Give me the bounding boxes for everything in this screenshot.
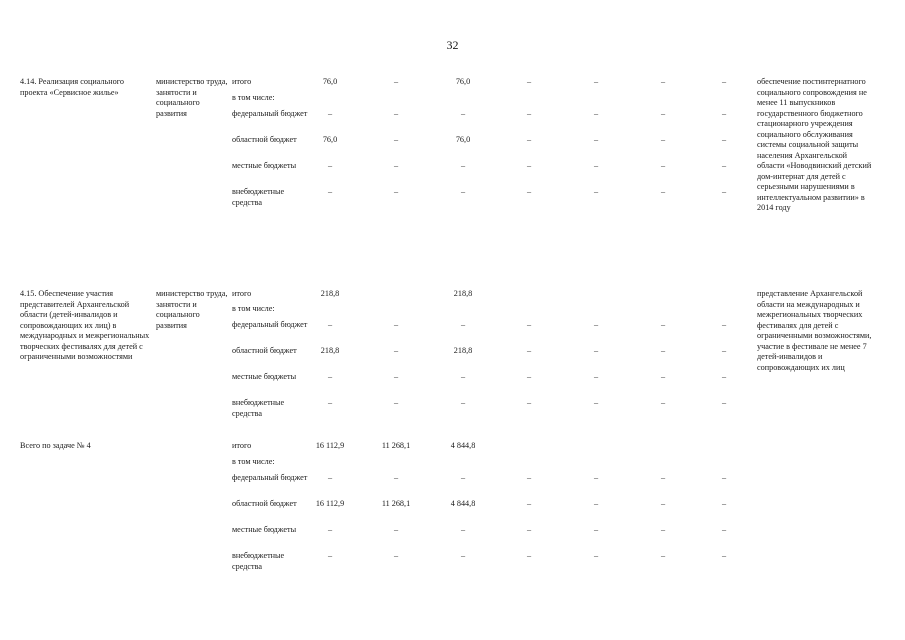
dash: – bbox=[660, 551, 666, 560]
dash: – bbox=[327, 551, 333, 560]
activity-4-15-total-all: 218,8 bbox=[320, 289, 340, 298]
dash: – bbox=[393, 77, 399, 86]
dash: – bbox=[526, 499, 532, 508]
source-incl-label: в том числе: bbox=[232, 93, 275, 102]
dash: – bbox=[526, 320, 532, 329]
dash: – bbox=[393, 398, 399, 407]
dash: – bbox=[393, 320, 399, 329]
activity-4-15-regional-all: 218,8 bbox=[320, 346, 340, 355]
source-incl-label: в том числе: bbox=[232, 304, 275, 313]
dash: – bbox=[460, 372, 466, 381]
dash: – bbox=[526, 135, 532, 144]
dash: – bbox=[460, 109, 466, 118]
task-4-regional-v3: 4 844,8 bbox=[450, 499, 476, 508]
dash: – bbox=[526, 161, 532, 170]
source-extra-label: внебюджетные средства bbox=[232, 551, 285, 571]
dash: – bbox=[393, 187, 399, 196]
source-extra-label: внебюджетные средства bbox=[232, 187, 285, 207]
dash: – bbox=[393, 551, 399, 560]
source-total-label: итого bbox=[232, 289, 252, 298]
dash: – bbox=[721, 320, 727, 329]
dash: – bbox=[460, 525, 466, 534]
dash: – bbox=[526, 77, 532, 86]
dash: – bbox=[593, 135, 599, 144]
dash: – bbox=[721, 187, 727, 196]
source-federal-label: федеральный бюджет bbox=[232, 109, 308, 118]
dash: – bbox=[393, 473, 399, 482]
dash: – bbox=[460, 551, 466, 560]
task-4-total-label: Всего по задаче № 4 bbox=[20, 441, 91, 450]
activity-4-14-total-all: 76,0 bbox=[322, 77, 338, 86]
dash: – bbox=[660, 372, 666, 381]
dash: – bbox=[721, 398, 727, 407]
dash: – bbox=[721, 473, 727, 482]
dash: – bbox=[526, 109, 532, 118]
dash: – bbox=[593, 525, 599, 534]
page-number: 32 bbox=[446, 38, 459, 52]
source-total-label: итого bbox=[232, 77, 252, 86]
dash: – bbox=[593, 109, 599, 118]
dash: – bbox=[526, 398, 532, 407]
dash: – bbox=[721, 499, 727, 508]
dash: – bbox=[526, 473, 532, 482]
dash: – bbox=[660, 320, 666, 329]
dash: – bbox=[660, 135, 666, 144]
dash: – bbox=[327, 320, 333, 329]
source-local-label: местные бюджеты bbox=[232, 161, 297, 170]
dash: – bbox=[721, 161, 727, 170]
dash: – bbox=[393, 109, 399, 118]
dash: – bbox=[593, 161, 599, 170]
activity-4-15-description: 4.15. Обеспечение участия представителей Архангельской области (детей-инвалидов и сопровождающих их лиц) в международных и межрегиональных творческих фестивалях для детей с ограниченными возможностями bbox=[20, 289, 150, 361]
source-federal-label: федеральный бюджет bbox=[232, 473, 308, 482]
activity-4-15-regional-v3: 218,8 bbox=[453, 346, 473, 355]
dash: – bbox=[460, 398, 466, 407]
dash: – bbox=[393, 346, 399, 355]
dash: – bbox=[526, 551, 532, 560]
task-4-regional-v2: 11 268,1 bbox=[381, 499, 411, 508]
activity-4-14-executor: министерство труда, занятости и социального развития bbox=[156, 77, 228, 118]
dash: – bbox=[526, 346, 532, 355]
dash: – bbox=[393, 525, 399, 534]
dash: – bbox=[460, 320, 466, 329]
dash: – bbox=[721, 346, 727, 355]
dash: – bbox=[593, 320, 599, 329]
dash: – bbox=[327, 109, 333, 118]
dash: – bbox=[721, 77, 727, 86]
dash: – bbox=[660, 499, 666, 508]
source-regional-label: областной бюджет bbox=[232, 499, 297, 508]
dash: – bbox=[593, 372, 599, 381]
dash: – bbox=[593, 499, 599, 508]
dash: – bbox=[660, 77, 666, 86]
dash: – bbox=[526, 525, 532, 534]
dash: – bbox=[660, 346, 666, 355]
dash: – bbox=[526, 372, 532, 381]
dash: – bbox=[593, 187, 599, 196]
dash: – bbox=[393, 372, 399, 381]
dash: – bbox=[327, 398, 333, 407]
dash: – bbox=[593, 77, 599, 86]
activity-4-15-total-v3: 218,8 bbox=[453, 289, 473, 298]
activity-4-15-executor: министерство труда, занятости и социального развития bbox=[156, 289, 228, 330]
dash: – bbox=[660, 398, 666, 407]
dash: – bbox=[721, 135, 727, 144]
source-incl-label: в том числе: bbox=[232, 457, 275, 466]
activity-4-14-description: 4.14. Реализация социального проекта «Сервисное жилье» bbox=[20, 77, 124, 97]
dash: – bbox=[593, 346, 599, 355]
dash: – bbox=[721, 551, 727, 560]
source-federal-label: федеральный бюджет bbox=[232, 320, 308, 329]
dash: – bbox=[393, 135, 399, 144]
activity-4-14-regional-all: 76,0 bbox=[322, 135, 338, 144]
dash: – bbox=[393, 161, 399, 170]
dash: – bbox=[721, 525, 727, 534]
activity-4-14-regional-v3: 76,0 bbox=[455, 135, 471, 144]
source-regional-label: областной бюджет bbox=[232, 135, 297, 144]
dash: – bbox=[721, 372, 727, 381]
dash: – bbox=[327, 161, 333, 170]
dash: – bbox=[660, 473, 666, 482]
activity-4-15-result: представление Архангельской области на международных и межрегиональных творческих фестивалях для детей с ограниченными возможностями, участие в фестивале не менее 7 детей-инвалидов и сопровождающих их лиц bbox=[757, 289, 872, 372]
source-local-label: местные бюджеты bbox=[232, 525, 297, 534]
source-regional-label: областной бюджет bbox=[232, 346, 297, 355]
dash: – bbox=[721, 109, 727, 118]
task-4-total-all: 16 112,9 bbox=[315, 441, 345, 450]
source-total-label: итого bbox=[232, 441, 252, 450]
dash: – bbox=[660, 109, 666, 118]
task-4-total-v3: 4 844,8 bbox=[450, 441, 476, 450]
dash: – bbox=[660, 525, 666, 534]
dash: – bbox=[460, 473, 466, 482]
dash: – bbox=[660, 161, 666, 170]
dash: – bbox=[593, 551, 599, 560]
dash: – bbox=[660, 187, 666, 196]
dash: – bbox=[593, 398, 599, 407]
dash: – bbox=[593, 473, 599, 482]
dash: – bbox=[327, 473, 333, 482]
dash: – bbox=[327, 525, 333, 534]
source-extra-label: внебюджетные средства bbox=[232, 398, 285, 418]
dash: – bbox=[460, 187, 466, 196]
dash: – bbox=[327, 187, 333, 196]
dash: – bbox=[460, 161, 466, 170]
dash: – bbox=[327, 372, 333, 381]
dash: – bbox=[526, 187, 532, 196]
task-4-total-v2: 11 268,1 bbox=[381, 441, 411, 450]
activity-4-14-total-v3: 76,0 bbox=[455, 77, 471, 86]
task-4-regional-all: 16 112,9 bbox=[315, 499, 345, 508]
activity-4-14-result: обеспечение постинтернатного социального сопровождения не менее 11 выпускников государственного бюджетного стационарного учреждения социального обслуживания системы социальной защиты населения Архангельской области «Новодвинский детский дом-интернат для детей с серьезными нарушениями в интеллектуальном развитии» в 2014 году bbox=[757, 77, 872, 212]
source-local-label: местные бюджеты bbox=[232, 372, 297, 381]
